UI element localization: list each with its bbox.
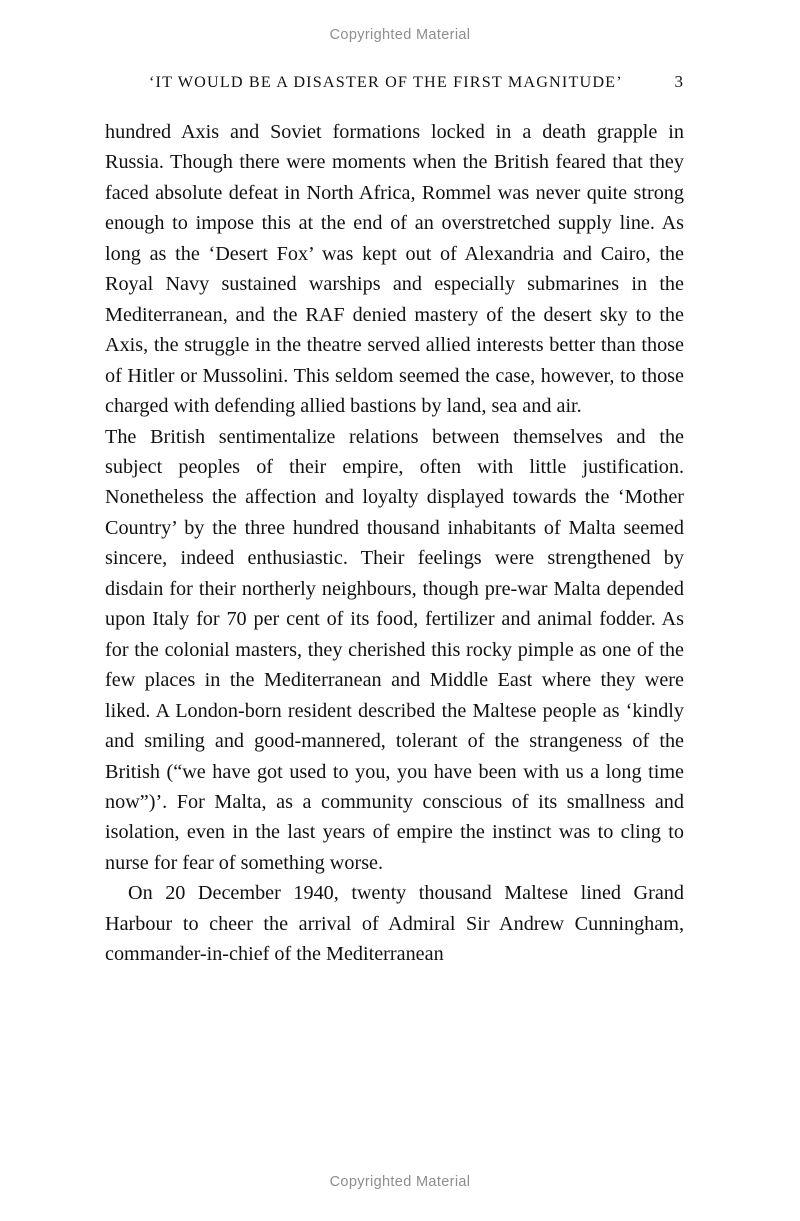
body-paragraph: On 20 December 1940, twenty thousand Maltese lined Grand Harbour to cheer the arrival of Admiral Sir Andrew Cunningham, commander-in-chief of the Mediterranean (105, 882, 684, 966)
page-number: 3 (674, 72, 683, 91)
body-paragraph: hundred Axis and Soviet formations locked in a death grapple in Russia. Though there were moments when the British feared that they faced absolute defeat in North Africa, Rommel was never quite strong enough to impose this at the end of an overstretched supply line. As long as the ‘Desert Fox’ was kept out of Alexandria and Cairo, the Royal Navy sustained warships and especially submarines in the Mediterranean, and the RAF denied mastery of the desert sky to the Axis, the struggle in the theatre served allied interests better than those of Hitler or Mussolini. This seldom seemed the case, however, to those charged with defending allied bastions by land, sea and air. (105, 121, 684, 418)
copyright-watermark-bottom: Copyrighted Material (329, 1174, 471, 1190)
running-head (105, 72, 683, 96)
running-head-title: ‘IT WOULD BE A DISASTER OF THE FIRST MAGNITUDE’ (149, 73, 623, 91)
body-text-block (105, 117, 684, 970)
body-paragraph: The British sentimentalize relations between themselves and the subject peoples of their empire, often with little justification. Nonetheless the affection and loyalty displayed towards the ‘Mother Country’ by the three hundred thousand inhabitants of Malta seemed sincere, indeed enthusiastic. Their feelings were strengthened by disdain for their northerly neighbours, though pre-war Malta depended upon Italy for 70 per cent of its food, fertilizer and animal fodder. As for the colonial masters, they cherished this rocky pimple as one of the few places in the Mediterranean and Middle East where they were liked. A London-born resident described the Maltese people as ‘kindly and smiling and good-mannered, tolerant of the strangeness of the British (“we have got used to you, you have been with us a long time now”)’. For Malta, as a community conscious of its smallness and isolation, even in the last years of empire the instinct was to cling to nurse for fear of something worse. (105, 425, 684, 874)
copyright-watermark-top: Copyrighted Material (329, 27, 471, 43)
